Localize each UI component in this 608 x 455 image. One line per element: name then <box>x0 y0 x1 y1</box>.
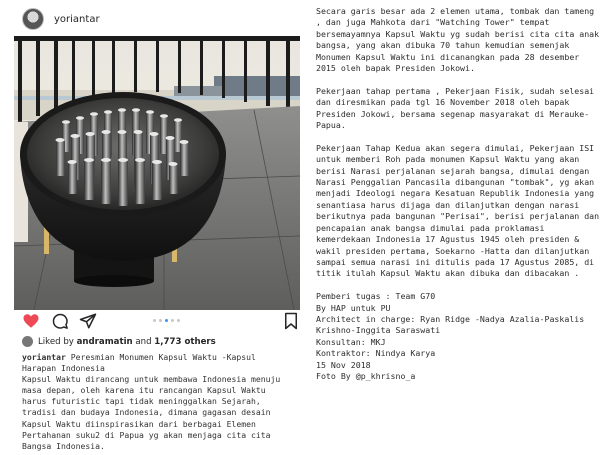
caption-body: Kapsul Waktu dirancang untuk membawa Indonesia menuju masa depan, oleh karena itu rancangan Kapsul Waktu harus futuristic tapi tidak meninggalkan Sejarah, tradisi dan budaya Indonesia, dimana gagasan desain Kapsul Waktu diinspirasikan dari berbagai Elemen Pertahanan suku2 di Papua yg akan menjaga cita cita Bangsa Indonesia. <box>22 374 281 451</box>
carousel-indicator <box>153 319 180 322</box>
carousel-dot <box>171 319 174 322</box>
share-icon[interactable] <box>79 312 97 330</box>
likes-line <box>22 336 216 347</box>
caption-username[interactable]: yoriantar <box>22 352 66 362</box>
post-header <box>22 6 302 32</box>
carousel-dot <box>159 319 162 322</box>
liker-username[interactable]: andramatin <box>76 336 133 347</box>
article-paragraph-1: Secara garis besar ada 2 elemen utama, tombak dan tameng , dan juga Mahkota dari "Watching Tower" tempat bersemayamnya Kapsul Waktu yg sudah berisi cita cita anak bangsa, yang akan dibuka 70 tahun kemudian semenjak Monumen Kapsul Waktu ini dicanangkan pada 28 desember 2015 oleh bapak Presiden Jokowi. <box>316 6 600 74</box>
bookmark-icon[interactable] <box>282 312 300 330</box>
carousel-dot <box>177 319 180 322</box>
liker-avatar[interactable] <box>22 336 33 347</box>
credit-consultant: Konsultan: MKJ <box>316 336 386 347</box>
likes-prefix: Liked by <box>38 336 74 347</box>
heart-icon[interactable] <box>22 312 40 330</box>
likes-and: and <box>135 336 152 347</box>
credits-block <box>316 291 602 382</box>
article-paragraph-3: Pekerjaan Tahap Kedua akan segera dimulai, Pekerjaan ISI untuk memberi Roh pada monumen Kapsul Waktu yang akan berisi Narasi perjalanan sejarah bangsa, dimulai dengan Narasi Penggalian Pancasila dibangunan "tombak", yg akan menjadi Ideologi negara Kesatuan Republik Indonesia yang senantiasa harus dijaga dan dilanjutkan dengan narasi berikutnya pada bangunan "Perisai", berisi perjalanan dan pencapaian anak bangsa dimulai pada proklamasi kemerdekaan Indonesia 17 Agustus 1945 oleh presiden & wakil presiden pertama, Soekarno -Hatta dan dilanjutkan sampai semua narasi ini ditulis pada 17 Agustus 2085, di titik itulah Kapsul Waktu akan dibuka dan dibacakan . <box>316 142 600 279</box>
carousel-dot <box>153 319 156 322</box>
credit-contractor: Kontraktor: Nindya Karya <box>316 348 436 359</box>
comment-icon[interactable] <box>51 312 69 330</box>
post-photo[interactable] <box>14 36 300 310</box>
avatar[interactable] <box>22 8 44 30</box>
article-paragraph-2: Pekerjaan tahap pertama , Pekerjaan Fisik, sudah selesai dan diresmikan pada tgl 16 November 2018 oleh bapak Presiden Jokowi, bersama segenap masyarakat di Merauke-Papua. <box>316 85 595 131</box>
post-username[interactable]: yoriantar <box>54 13 100 25</box>
post-actions-bar <box>22 312 302 330</box>
caption-title: Peresmian Monumen Kapsul Waktu -Kapsul Harapan Indonesia <box>22 352 256 374</box>
article-text-panel <box>304 0 608 455</box>
likes-count[interactable]: 1,773 others <box>154 336 216 347</box>
post-caption <box>22 352 284 452</box>
credit-client: Pemberi tugas : Team G70 <box>316 291 436 302</box>
credit-architect: Architect in charge: Ryan Ridge -Nadya Azalia-Paskalis Krishno-Inggita Saraswati <box>316 313 585 336</box>
credit-by: By HAP untuk PU <box>316 302 391 313</box>
monument-photo-illustration <box>14 36 300 310</box>
credit-photo[interactable]: Foto By @p_khrisno_a <box>316 370 416 381</box>
credit-date: 15 Nov 2018 <box>316 359 371 370</box>
carousel-dot-active <box>165 319 168 322</box>
